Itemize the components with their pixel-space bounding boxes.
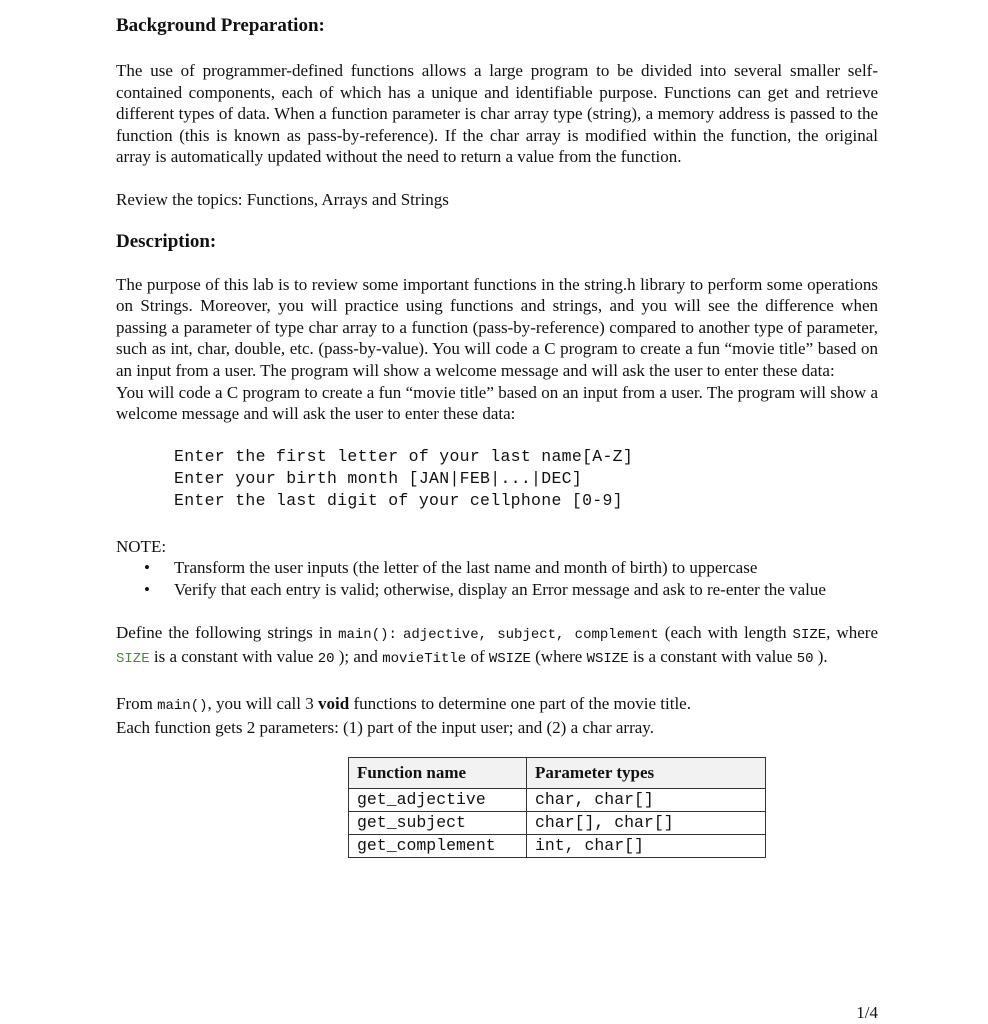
background-heading: Background Preparation:	[116, 15, 325, 36]
bullet-icon: •	[144, 579, 150, 599]
list-item: • Transform the user inputs (the letter of the last name and month of birth) to uppercase	[144, 558, 758, 578]
column-header: Parameter types	[527, 757, 766, 788]
functions-table	[348, 757, 766, 858]
from-main-paragraph: From main(), you will call 3 void functions to determine one part of the movie title.	[116, 693, 691, 714]
input-prompts	[174, 446, 878, 512]
note-label: NOTE:	[116, 536, 167, 556]
prompt-line: Enter the first letter of your last name[A-Z]	[174, 446, 634, 466]
background-paragraph: The use of programmer-defined functions allows a large program to be divided into several smaller self-contained components, each of which has a unique and identifiable purpose. Functions can get and retrieve different types of data. When a function parameter is char array type (string), a memory address is passed to the function (this is known as pass-by-reference). If the char array is modified within the function, the original array is automatically updated without the need to return a value from the function.	[116, 61, 878, 167]
column-header: Function name	[349, 757, 527, 788]
table-cell: get_complement	[349, 834, 527, 857]
list-item: • Verify that each entry is valid; otherwise, display an Error message and ask to re-enter the value	[144, 579, 826, 599]
document-page	[116, 14, 878, 858]
table-cell: char, char[]	[527, 788, 766, 811]
table-cell: get_subject	[349, 811, 527, 834]
table-cell: char[], char[]	[527, 811, 766, 834]
bullet-icon: •	[144, 558, 150, 578]
review-topics: Review the topics: Functions, Arrays and Strings	[116, 189, 449, 209]
table-row	[349, 811, 766, 834]
page-number: 1/4	[856, 1003, 878, 1022]
description-paragraph: The purpose of this lab is to review some important functions in the string.h library to perform some operations on Strings. Moreover, you will practice using functions and strings, and you will see the difference when passing a parameter of type char array to a function (pass-by-reference) compared to another type of parameter, such as int, char, double, etc. (pass-by-value). You will code a C program to create a fun “movie title” based on an input from a user. The program will show a welcome message and will ask the user to enter these data:	[116, 274, 878, 380]
table-row	[349, 788, 766, 811]
parameters-line: Each function gets 2 parameters: (1) part of the input user; and (2) a char array.	[116, 718, 654, 738]
define-strings-paragraph: Define the following strings in main(): adjective, subject, complement (each with length SIZE, where SIZE is a constant with value 20 ); and movieTitle of WSIZE (where WSIZE is a constant with value 50 ).	[116, 622, 879, 668]
prompt-line: Enter your birth month [JAN|FEB|...|DEC]	[174, 468, 583, 488]
description-paragraph-repeat: You will code a C program to create a fun “movie title” based on an input from a user. The program will show a welcome message and will ask the user to enter these data:	[116, 382, 878, 424]
table-row	[349, 834, 766, 857]
prompt-line: Enter the last digit of your cellphone [0-9]	[174, 490, 623, 510]
description-heading: Description:	[116, 230, 217, 252]
table-header-row	[349, 757, 766, 788]
table-cell: int, char[]	[527, 834, 766, 857]
table-cell: get_adjective	[349, 788, 527, 811]
note-list	[116, 557, 878, 600]
